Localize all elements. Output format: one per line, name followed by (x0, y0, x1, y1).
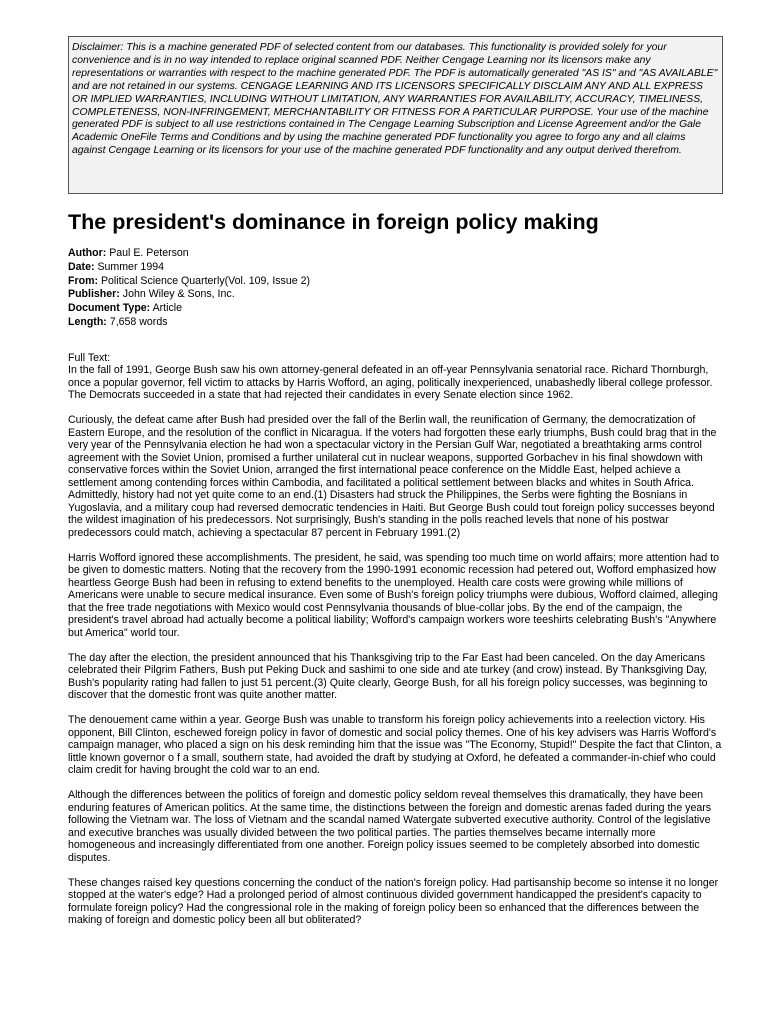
meta-author-value: Paul E. Peterson (109, 247, 189, 259)
body-paragraph: Curiously, the defeat came after Bush had presided over the fall of the Berlin wall, the reunification of Germany, the democratization of Eastern Europe, and the resolution of the conflict in Nicaragua. If the voters had forgotten these early triumphs, Bush could brag that in the very year of the Pennsylvania election he had won a spectacular victory in the Persian Gulf War, negotiated a breathtaking arms control agreement with the Soviet Union, promised a further unilateral cut in nuclear weapons, supported Gorbachev in his final showdown with conservative forces within the Soviet Union, arranged the first international peace conference on the Middle East, helped achieve a settlement among contending forces within Cambodia, and facilitated a political settlement between blacks and whites in South Africa. Admittedly, history had not yet quite come to an end.(1) Disasters had struck the Philippines, the Serbs were fighting the Bosnians in Yugoslavia, and a military coup had reversed democratic tendencies in Haiti. But George Bush could tout foreign policy successes beyond the wildest imagination of his predecessors. Not surprisingly, Bush's standing in the polls reached levels that none of his postwar predecessors could match, achieving a spectacular 87 percent in February 1991.(2) (68, 414, 717, 539)
meta-document-type-value: Article (152, 302, 183, 315)
meta-length-label: Length: (68, 315, 107, 328)
meta-publisher (68, 288, 723, 302)
meta-date-value: Summer 1994 (97, 260, 164, 273)
meta-author (68, 247, 723, 261)
meta-date (68, 261, 723, 275)
meta-from-label: From: (68, 274, 99, 287)
body-paragraph: Although the differences between the politics of foreign and domestic policy seldom reveal themselves this dramatically, they have been enduring features of American politics. At the same time, the distinctions between the foreign and domestic arenas faded during the years following the Vietnam war. The loss of Vietnam and the scandal named Watergate subverted executive authority. Control of the legislative and executive branches was usually divided between the two political parties. The parties themselves became internally more homogeneous and increasingly differentiated from one another. Foreign policy issues seemed to be completely absorbed into domestic disputes. (68, 789, 712, 864)
document-body (68, 36, 723, 939)
body-paragraph: The day after the election, the president announced that his Thanksgiving trip to the Far East had been canceled. On the day Americans celebrated their Pilgrim Fathers, Bush put Peking Duck and sashimi to one side and ate turkey (and crow) instead. By Thanksgiving Day, Bush's popularity rating had fallen to just 51 percent.(3) Quite clearly, George Bush, for all his foreign policy successes, was beginning to discover that the domestic front was quite another matter. (68, 651, 708, 702)
meta-length-value: 7,658 words (109, 315, 168, 328)
body-paragraph: Harris Wofford ignored these accomplishments. The president, he said, was spending too much time on world affairs; more attention had to be given to domestic matters. Noting that the recovery from the 1990-1991 economic recession had petered out, Wofford emphasized how heartless George Bush had been in refusing to extend benefits to the unemployed. Health care costs were growing while millions of Americans were unable to secure medical insurance. Even some of Bush's foreign policy triumphs were dubious, Wofford claimed, alleging that the free trade negotiations with Mexico would cost Pennsylvania thousands of blue-collar jobs. By the end of the campaign, the president's travel abroad had actually become a political liability; Wofford's campaign workers wore teeshirts celebrating Bush's "Anywhere but America" world tour. (68, 551, 720, 639)
meta-from (68, 275, 723, 289)
meta-length (68, 316, 723, 330)
disclaimer-box: Disclaimer: This is a machine generated PDF of selected content from our databases. This functionality is provided solely for your convenience and is in no way intended to replace original scanned PDF. Neither Cengage Learning nor its licensors make any representations or warranties with respect to the machine generated PDF. The PDF is automatically generated "AS IS" and "AS AVAILABLE" and are not retained in our systems. CENGAGE LEARNING AND ITS LICENSORS SPECIFICALLY DISCLAIM ANY AND ALL EXPRESS OR IMPLIED WARRANTIES, INCLUDING WITHOUT LIMITATION, ANY WARRANTIES FOR AVAILABILITY, ACCURACY, TIMELINESS, COMPLETENESS, NON-INFRINGEMENT, MERCHANTABILITY OR FITNESS FOR A PARTICULAR PURPOSE. Your use of the machine generated PDF is subject to all use restrictions contained in The Cengage Learning Subscription and License Agreement and/or the Gale Academic OneFile Terms and Conditions and by using the machine generated PDF functionality you agree to forgo any and all claims against Cengage Learning or its licensors for your use of the machine generated PDF functionality and any output derived therefrom. (68, 36, 723, 194)
article-metadata (68, 247, 723, 330)
body-paragraph: The denouement came within a year. George Bush was unable to transform his foreign policy achievements into a reelection victory. His opponent, Bill Clinton, eschewed foreign policy in favor of domestic and social policy themes. One of his key advisers was Harris Wofford's campaign manager, who placed a sign on his desk reminding him that the issue was "The Economy, Stupid!" Despite the fact that Clinton, a little known governor o f a small, southern state, had avoided the draft by studying at Oxford, he defeated a commander-in-chief who could claim credit for having brought the cold war to an end. (68, 714, 722, 777)
meta-date-label: Date: (68, 260, 95, 273)
meta-author-label: Author: (68, 247, 107, 259)
meta-publisher-value: John Wiley & Sons, Inc. (122, 288, 235, 301)
meta-document-type-label: Document Type: (68, 302, 151, 315)
body-paragraph: These changes raised key questions concerning the conduct of the nation's foreign policy. Had partisanship become so intense it no longer stopped at the water's edge? Had a prolonged period of almost continuous divided government handicapped the president's capacity to formulate foreign policy? Had the congressional role in the making of foreign policy been so enhanced that the differences between the making of foreign and domestic policy been all but obliterated? (68, 876, 719, 927)
article-title: The president's dominance in foreign policy making (68, 210, 599, 234)
full-text-label: Full Text: (68, 351, 111, 364)
meta-publisher-label: Publisher: (68, 288, 120, 301)
meta-from-value: Political Science Quarterly(Vol. 109, Issue 2) (100, 274, 310, 287)
body-paragraph: In the fall of 1991, George Bush saw his own attorney-general defeated in an off-year Pennsylvania senatorial race. Richard Thornburgh, once a popular governor, fell victim to attacks by Harris Wofford, an aging, politically inexperienced, unabashedly liberal college professor. The Democrats succeeded in a state that had rejected their candidates in every Senate election since 1962. (68, 364, 713, 402)
meta-document-type (68, 302, 723, 316)
